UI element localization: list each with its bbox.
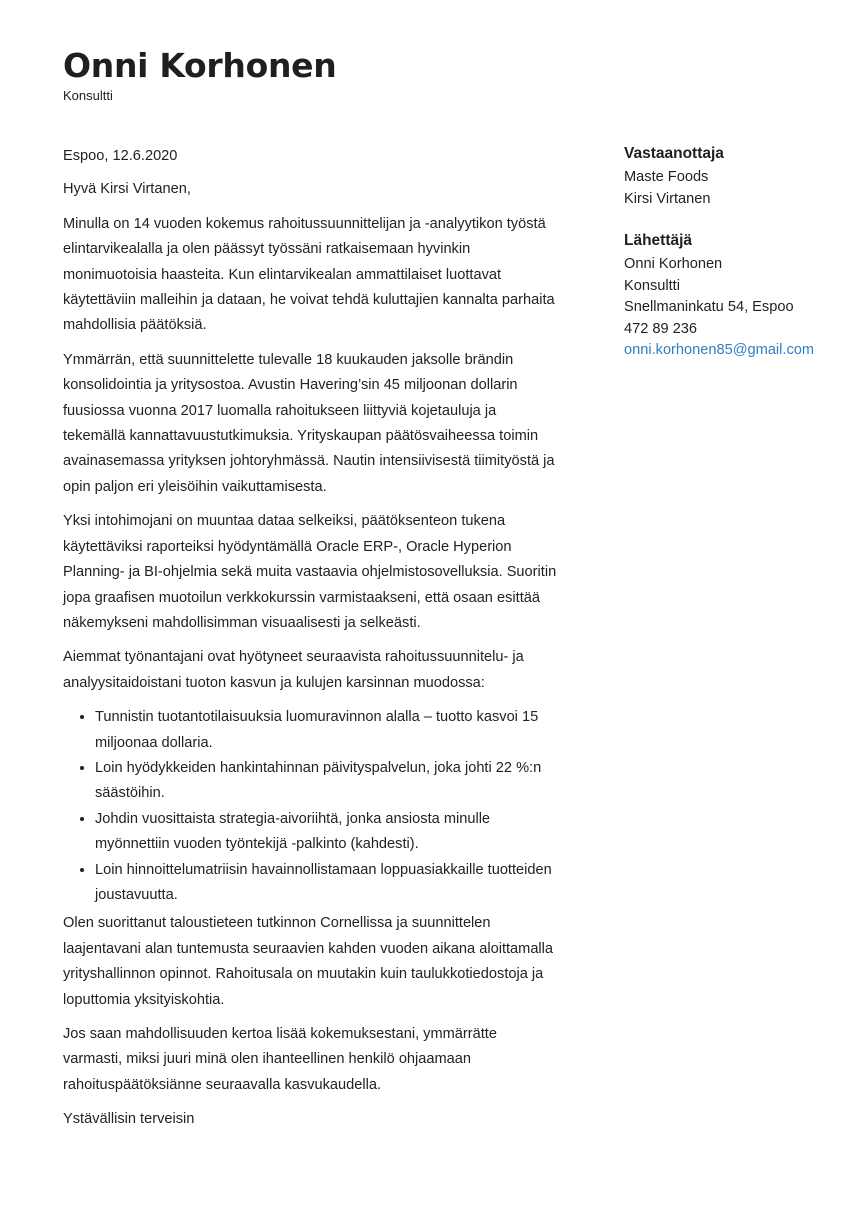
recipient-person: Kirsi Virtanen — [624, 190, 711, 207]
paragraph-6: Jos saan mahdollisuuden kertoa lisää kokemuksestani, ymmärrätte varmasti, miksi juuri minä olen ihanteellinen henkilö ohjaamaan rahoituspäätöksiänne seuraavalla kasvukaudella. — [63, 1026, 497, 1093]
list-item: • Tunnistin tuotantotilaisuuksia luomuravinnon alalla – tuotto kasvoi 15 miljoonaa dollaria. — [95, 705, 558, 756]
contact-sidebar — [624, 143, 839, 382]
paragraph-3: Yksi intohimojani on muuntaa dataa selkeiksi, päätöksenteon tukena käytettäviksi raporteiksi hyödyntämällä Oracle ERP-, Oracle Hyperion Planning- ja BI-ohjelmia sekä muita vastaavia ohjelmistosovelluksia. Suoritin jopa graafisen muotoilun verkkokurssin varmistaakseni, että osaan esittää näkemykseni mahdollisimman visuaalisesti ja selkeästi. — [63, 513, 557, 631]
recipient-company: Maste Foods — [624, 169, 709, 185]
sender-name-title: Onni Korhonen — [63, 46, 337, 85]
sender-email-link[interactable]: onni.korhonen85@gmail.com — [624, 342, 815, 358]
list-item: • Loin hyödykkeiden hankintahinnan päivityspalvelun, joka johti 22 %:n säästöihin. — [95, 756, 558, 807]
sender-heading: Lähettäjä — [624, 232, 693, 249]
list-item: • Loin hinnoittelumatriisin havainnollistamaan loppuasiakkaille tuotteiden joustavuutta. — [95, 858, 558, 909]
list-item: • Johdin vuosittaista strategia-aivoriihtä, jonka ansiosta minulle myönnettiin vuoden työntekijä -palkinto (kahdesti). — [95, 807, 558, 858]
paragraph-4: Aiemmat työnantajani ovat hyötyneet seuraavista rahoitussuunnitelu- ja analyysitaidoistani tuoton kasvun ja kulujen karsinnan muodossa: — [63, 649, 524, 691]
sender-role: Konsultti — [63, 88, 113, 103]
sender-name: Onni Korhonen — [624, 256, 723, 272]
paragraph-1: Minulla on 14 vuoden kokemus rahoitussuunnittelijan ja -analyytikon työstä elintarvikealalla ja olen päässyt työssäni ratkaisemaan hyvinkin monimuotoisia haasteita. Kun elintarvikealan ammattilaiset luottavat käytettäviin malleihin ja dataan, he voivat tehdä kuluttajien kannalta parhaita mahdollisia päätöksiä. — [63, 215, 555, 334]
sender-address: Snellmaninkatu 54, Espoo — [624, 299, 794, 315]
signoff: Ystävällisin terveisin — [63, 1111, 195, 1128]
sender-title: Konsultti — [624, 277, 680, 294]
sender-phone: 472 89 236 — [624, 320, 698, 337]
paragraph-2: Ymmärrän, että suunnittelette tulevalle 18 kuukauden jaksolle brändin konsolidointia ja yritysostoa. Avustin Havering’sin 45 miljoonan dollarin fuusiossa vuonna 2017 luomalla rahoitukseen liittyviä kojetauluja ja tekemällä kannattavuustutkimuksia. Yrityskaupan päätösvaiheessa toimin avainasemassa yrityksen johtoryhmässä. Nautin intensiivisestä tiimityöstä ja opin paljon eri yleisöihin vaikuttamisesta. — [63, 351, 555, 495]
letter-date: Espoo, 12.6.2020 — [63, 148, 178, 164]
letter-header — [63, 44, 336, 104]
letter-body — [63, 144, 558, 1142]
recipient-block — [624, 143, 839, 210]
achievements-list — [63, 705, 558, 908]
recipient-heading: Vastaanottaja — [624, 145, 724, 162]
paragraph-5: Olen suorittanut taloustieteen tutkinnon Cornellissa ja suunnittelen laajentavani alan tuntemusta seuraavien kahden vuoden aikana aloittamalla yrityshallinnon opinnot. Rahoitusala on muutakin kuin taulukkotiedostoja ja loputtomia yksityiskohtia. — [63, 915, 554, 1008]
greeting: Hyvä Kirsi Virtanen, — [63, 181, 191, 198]
sender-block — [624, 230, 839, 362]
